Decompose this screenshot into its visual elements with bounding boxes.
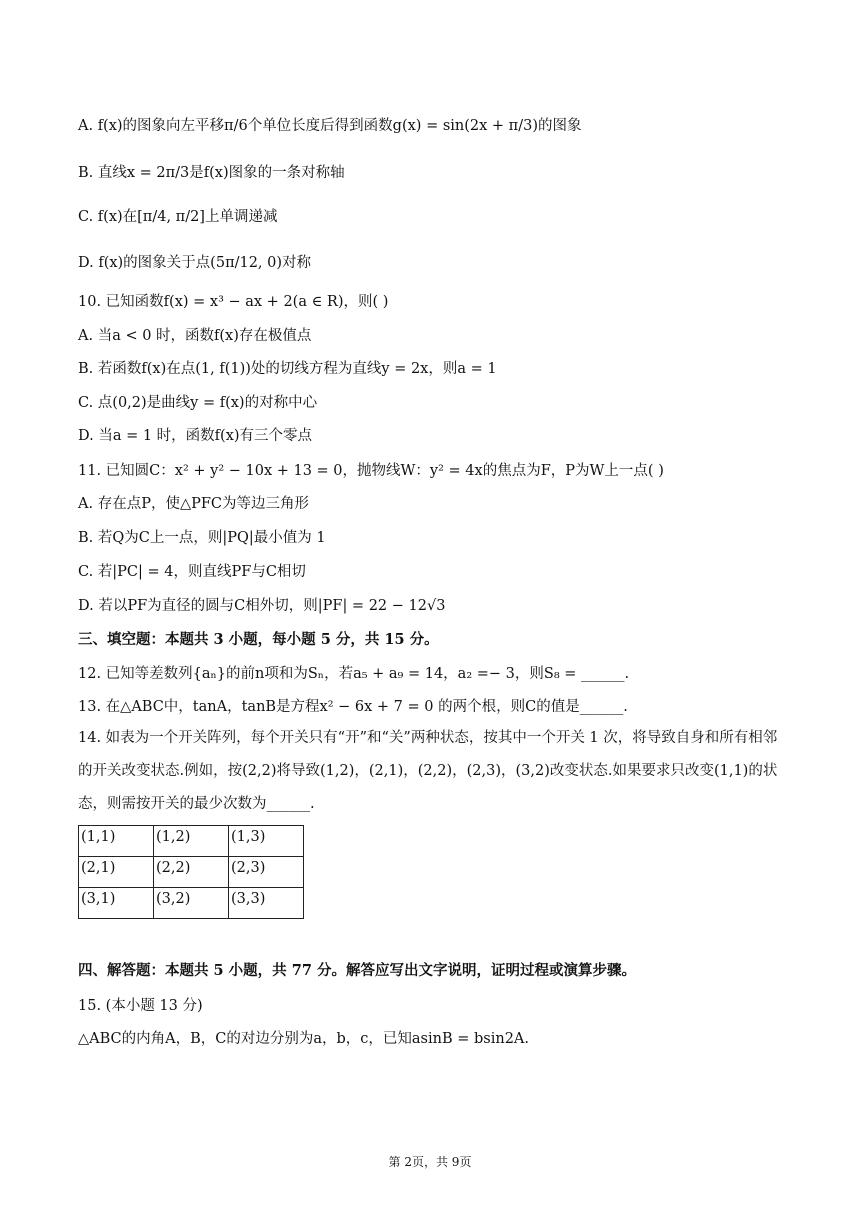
option-9c: C. f(x)在[π/4, π/2]上单调递减 [78,209,278,225]
table-cell: (1,2) [154,826,229,857]
option-10b: B. 若函数f(x)在点(1, f(1))处的切线方程为直线y = 2x，则a = 1 [78,361,497,377]
table-row [79,857,304,888]
option-10a: A. 当a < 0 时，函数f(x)存在极值点 [78,328,312,344]
section-heading-solutions: 四、解答题：本题共 5 小题，共 77 分。解答应写出文字说明，证明过程或演算步骤。 [78,962,636,979]
table-cell: (2,3) [229,857,304,888]
table-row [79,888,304,919]
table-cell: (1,1) [79,826,154,857]
table-cell: (2,1) [79,857,154,888]
option-9a: A. f(x)的图象向左平移π/6个单位长度后得到函数g(x) = sin(2x + π/3)的图象 [78,118,582,134]
option-11a: A. 存在点P，使△PFC为等边三角形 [78,496,310,512]
switch-array-table [78,825,304,919]
question-12: 12. 已知等差数列{aₙ}的前n项和为Sₙ，若a₅ + a₉ = 14，a₂ =− 3，则S₈ = ______. [78,666,630,682]
option-11d: D. 若以PF为直径的圆与C相外切，则|PF| = 22 − 12√3 [78,598,446,614]
option-9d: D. f(x)的图象关于点(5π/12, 0)对称 [78,255,312,271]
question-10: 10. 已知函数f(x) = x³ − ax + 2(a ∈ R)，则( ) [78,294,389,310]
option-9b: B. 直线x = 2π/3是f(x)图象的一条对称轴 [78,165,345,181]
table-cell: (1,3) [229,826,304,857]
table-cell: (3,1) [79,888,154,919]
section-heading-fill-in: 三、填空题：本题共 3 小题，每小题 5 分，共 15 分。 [78,631,439,648]
option-11c: C. 若|PC| = 4，则直线PF与C相切 [78,564,306,580]
option-11b: B. 若Q为C上一点，则|PQ|最小值为 1 [78,530,326,546]
question-15-header: 15. (本小题 13 分) [78,998,203,1014]
question-15-text: △ABC的内角A，B，C的对边分别为a，b，c，已知asinB = bsin2A. [78,1031,529,1047]
page-footer: 第 2页，共 9页 [388,1155,472,1169]
question-11: 11. 已知圆C：x² + y² − 10x + 13 = 0，抛物线W：y² = 4x的焦点为F，P为W上一点( ) [78,463,664,479]
question-13: 13. 在△ABC中，tanA，tanB是方程x² − 6x + 7 = 0 的两个根，则C的值是______. [78,699,628,715]
table-cell: (3,2) [154,888,229,919]
table-cell: (2,2) [154,857,229,888]
table-row [79,826,304,857]
option-10c: C. 点(0,2)是曲线y = f(x)的对称中心 [78,395,318,411]
table-cell: (3,3) [229,888,304,919]
option-10d: D. 当a = 1 时，函数f(x)有三个零点 [78,428,313,444]
question-14: 14. 如表为一个开关阵列，每个开关只有“开”和“关”两种状态，按其中一个开关 1 次，将导致自身和所有相邻的开关改变状态.例如，按(2,2)将导致(1,2)，(2,1)，(2,2)，(2,3)，(3,2)改变状态.如果要求只改变(1,1)的状态，则需按开关的最少次数为______. [78,730,778,812]
